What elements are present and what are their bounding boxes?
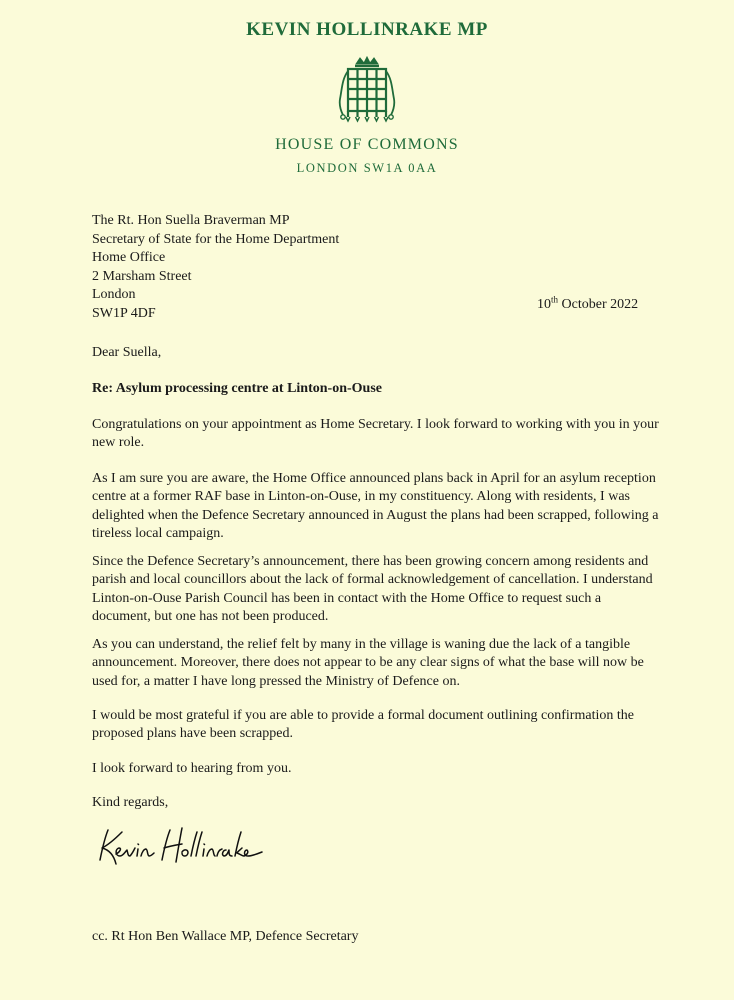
body-paragraph: I look forward to hearing from you. xyxy=(92,761,292,776)
salutation: Dear Suella, xyxy=(92,345,162,360)
handwritten-signature xyxy=(92,822,272,870)
recipient-address xyxy=(92,212,339,324)
subject-line: Re: Asylum processing centre at Linton-on-Ouse xyxy=(92,381,382,396)
recipient-line: Secretary of State for the Home Department xyxy=(92,231,340,247)
body-paragraph: Since the Defence Secretary’s announcement, there has been growing concern among residents and parish and local councillors about the lack of formal acknowledgement of cancellation. I understand Linton-on-Ouse Parish Council has been in contact with the Home Office to request such a document, but one has not been produced. xyxy=(92,554,653,625)
date-rest: October 2022 xyxy=(558,297,639,312)
portcullis-icon xyxy=(338,55,396,123)
body-paragraph: As I am sure you are aware, the Home Office announced plans back in April for an asylum reception centre at a former RAF base in Linton-on-Ouse, in my constituency. Along with residents, I was delighted when the Defence Secretary announced in August the plans had been scrapped, following a tireless local campaign. xyxy=(92,471,659,542)
letter-date xyxy=(537,294,639,313)
date-suffix: th xyxy=(551,294,559,305)
letterhead-address: LONDON SW1A 0AA xyxy=(296,161,438,175)
recipient-line: London xyxy=(92,287,136,303)
date-day: 10 xyxy=(537,297,551,312)
letterhead-house: HOUSE OF COMMONS xyxy=(275,136,459,153)
closing: Kind regards, xyxy=(92,795,169,810)
recipient-line: SW1P 4DF xyxy=(92,305,156,321)
recipient-line: The Rt. Hon Suella Braverman MP xyxy=(92,213,290,228)
cc-line: cc. Rt Hon Ben Wallace MP, Defence Secretary xyxy=(92,929,359,944)
recipient-line: Home Office xyxy=(92,250,166,266)
body-paragraph: As you can understand, the relief felt by many in the village is waning due the lack of a tangible announcement. Moreover, there does not appear to be any clear signs of what the base will now be used for, a matter I have long pressed the Ministry of Defence on. xyxy=(92,637,644,689)
recipient-line: 2 Marsham Street xyxy=(92,268,192,284)
body-paragraph: Congratulations on your appointment as Home Secretary. I look forward to working with you in your new role. xyxy=(92,417,659,451)
letterhead-name: KEVIN HOLLINRAKE MP xyxy=(246,19,488,40)
body-paragraph: I would be most grateful if you are able to provide a formal document outlining confirmation the proposed plans have been scrapped. xyxy=(92,708,634,742)
